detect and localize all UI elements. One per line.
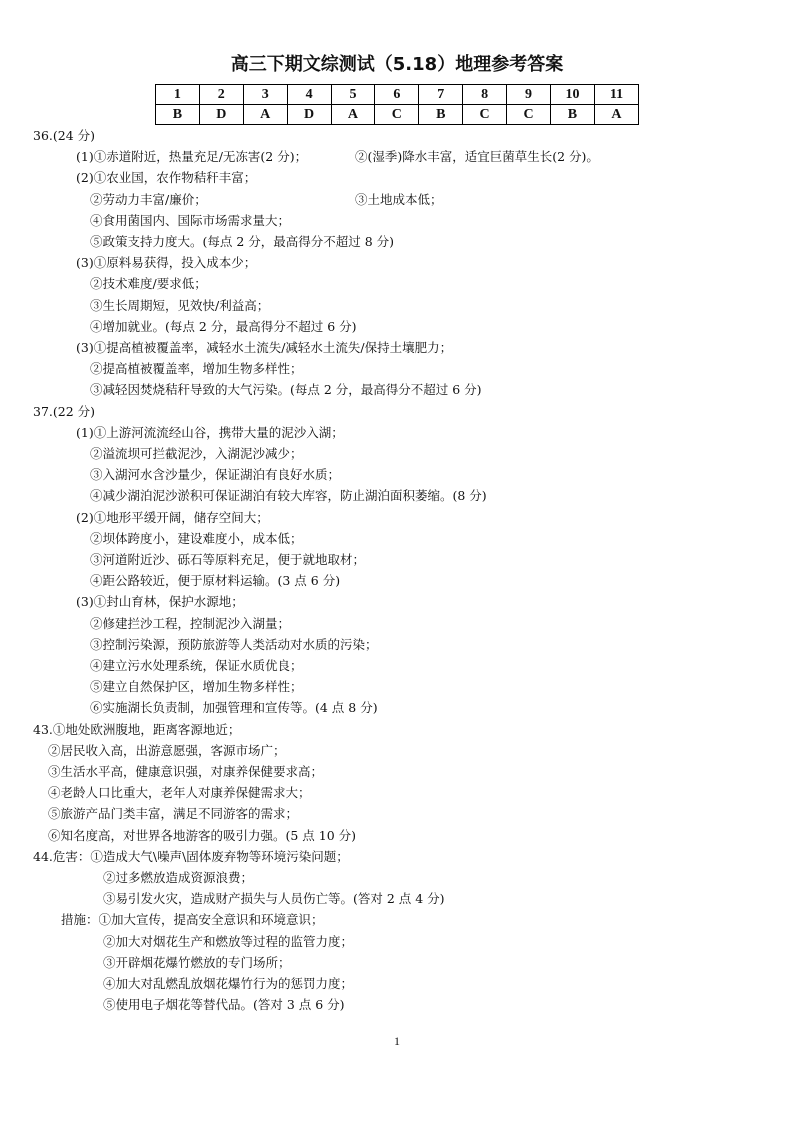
answer-line-secondary: ②(湿季)降水丰富，适宜巨菌草生长(2 分)。 — [355, 149, 599, 164]
question-number-cell: 4 — [287, 85, 331, 105]
answer-line: ②过多燃放造成资源浪费； — [103, 870, 254, 885]
answer-line: ⑤建立自然保护区，增加生物多样性； — [90, 679, 303, 694]
question-number-cell: 9 — [507, 85, 551, 105]
answer-line: ④老龄人口比重大，老年人对康养保健需求大； — [48, 785, 311, 800]
answer-line: ⑥实施湖长负责制，加强管理和宣传等。(4 点 8 分) — [90, 700, 378, 715]
answer-line: 44.危害：①造成大气\噪声\固体废弃物等环境污染问题； — [33, 849, 349, 864]
answer-line: ③控制污染源，预防旅游等人类活动对水质的污染； — [90, 637, 378, 652]
answer-cell: B — [156, 105, 200, 125]
answer-line: 43.①地处欧洲腹地，距离客源地近； — [33, 722, 241, 737]
question-number-cell: 11 — [594, 85, 638, 105]
question-number-cell: 1 — [156, 85, 200, 105]
page-number: 1 — [394, 1034, 400, 1048]
answer-line: ④建立污水处理系统，保证水质优良； — [90, 658, 303, 673]
answer-table — [155, 84, 639, 125]
answer-cell: C — [507, 105, 551, 125]
answer-line: ②劳动力丰富/廉价； — [90, 192, 207, 207]
answer-line: (3)①原料易获得，投入成本少； — [76, 255, 257, 270]
answer-line: ③开辟烟花爆竹燃放的专门场所； — [103, 955, 291, 970]
answer-line: ③生活水平高，健康意识强，对康养保健要求高； — [48, 764, 324, 779]
answer-line: (2)①农业国，农作物秸秆丰富； — [76, 170, 257, 185]
answer-cell: B — [419, 105, 463, 125]
answer-line: ④加大对乱燃乱放烟花爆竹行为的惩罚力度； — [103, 976, 354, 991]
answer-cell: A — [243, 105, 287, 125]
answer-line: ②技术难度/要求低； — [90, 276, 207, 291]
answer-line: (1)①上游河流流经山谷，携带大量的泥沙入湖； — [76, 425, 344, 440]
answer-line: (2)①地形平缓开阔，储存空间大； — [76, 510, 269, 525]
answer-line: ③河道附近沙、砾石等原料充足，便于就地取材； — [90, 552, 366, 567]
answer-line-secondary: ③土地成本低； — [355, 192, 443, 207]
answer-line: ③减轻因焚烧秸秆导致的大气污染。(每点 2 分，最高得分不超过 6 分) — [90, 382, 482, 397]
answer-line: (3)①提高植被覆盖率，减轻水土流失/减轻水土流失/保持土壤肥力； — [76, 340, 453, 355]
answer-line: ③生长周期短，见效快/利益高； — [90, 298, 270, 313]
answer-line: ②修建拦沙工程，控制泥沙入湖量； — [90, 616, 291, 631]
page-title: 高三下期文综测试（5.18）地理参考答案 — [230, 54, 564, 75]
answer-cell: C — [375, 105, 419, 125]
answer-line: ②坝体跨度小，建设难度小，成本低； — [90, 531, 303, 546]
answer-line: ⑤政策支持力度大。(每点 2 分，最高得分不超过 8 分) — [90, 234, 395, 249]
question-number-cell: 7 — [419, 85, 463, 105]
answer-line: ③入湖河水含沙量少，保证湖泊有良好水质； — [90, 467, 341, 482]
answer-line: ④减少湖泊泥沙淤积可保证湖泊有较大库容，防止湖泊面积萎缩。(8 分) — [90, 488, 487, 503]
answer-cell: B — [550, 105, 594, 125]
answer-line: ②溢流坝可拦截泥沙，入湖泥沙减少； — [90, 446, 303, 461]
answer-line: 37.(22 分) — [33, 404, 96, 419]
answer-cell: C — [463, 105, 507, 125]
answer-cell: D — [199, 105, 243, 125]
answer-line: 36.(24 分) — [33, 128, 96, 143]
answer-cell: A — [331, 105, 375, 125]
answer-line: ④食用菌国内、国际市场需求量大； — [90, 213, 291, 228]
answer-line: 措施：①加大宣传，提高安全意识和环境意识； — [61, 912, 324, 927]
answer-table-answer-row — [156, 105, 639, 125]
question-number-cell: 8 — [463, 85, 507, 105]
question-number-cell: 5 — [331, 85, 375, 105]
answer-line: ⑥知名度高，对世界各地游客的吸引力强。(5 点 10 分) — [48, 828, 357, 843]
answer-line: ⑤旅游产品门类丰富，满足不同游客的需求； — [48, 806, 299, 821]
answer-line: ②居民收入高，出游意愿强，客源市场广； — [48, 743, 286, 758]
answer-line: ⑤使用电子烟花等替代品。(答对 3 点 6 分) — [103, 997, 345, 1012]
answer-line: (1)①赤道附近，热量充足/无冻害(2 分)； — [76, 149, 308, 164]
question-number-cell: 10 — [550, 85, 594, 105]
answer-line: ④距公路较近，便于原材料运输。(3 点 6 分) — [90, 573, 341, 588]
answer-line: ③易引发火灾，造成财产损失与人员伤亡等。(答对 2 点 4 分) — [103, 891, 445, 906]
answer-cell: A — [594, 105, 638, 125]
answer-line: ④增加就业。(每点 2 分，最高得分不超过 6 分) — [90, 319, 357, 334]
answer-line: (3)①封山育林，保护水源地； — [76, 594, 244, 609]
answer-line: ②加大对烟花生产和燃放等过程的监管力度； — [103, 934, 354, 949]
question-number-cell: 3 — [243, 85, 287, 105]
question-number-cell: 6 — [375, 85, 419, 105]
answer-line: ②提高植被覆盖率，增加生物多样性； — [90, 361, 303, 376]
question-number-cell: 2 — [199, 85, 243, 105]
answer-cell: D — [287, 105, 331, 125]
answer-table-number-row — [156, 85, 639, 105]
